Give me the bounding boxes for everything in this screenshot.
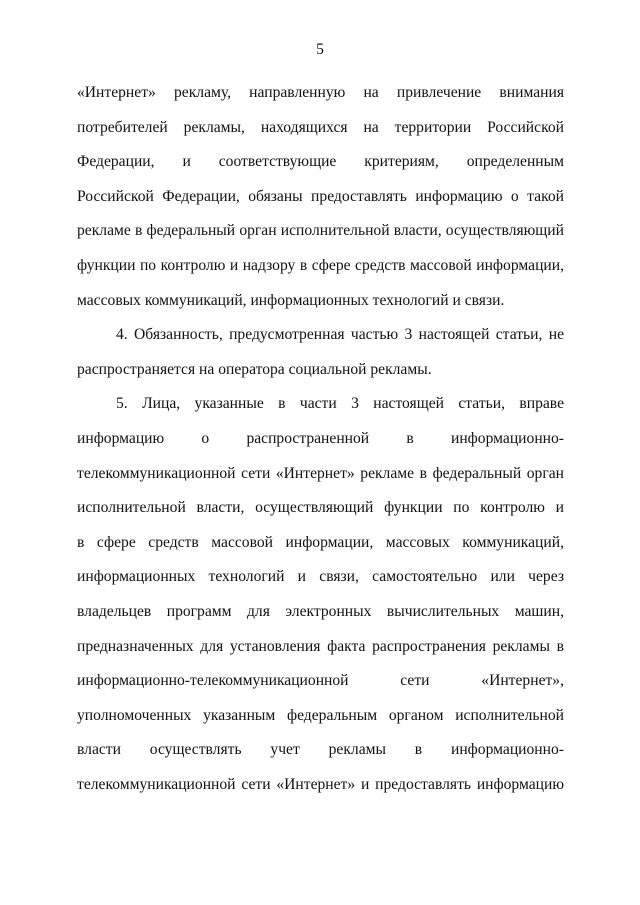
text-line: рекламе в федеральный орган исполнительной власти, осуществляющий <box>77 222 564 240</box>
page-number: 5 <box>316 41 324 58</box>
paragraph-5 <box>77 387 564 802</box>
text-line: функции по контролю и надзору в сфере средств массовой информации, <box>77 256 564 274</box>
text-line: Федерации, и соответствующие критериям, определенным <box>77 153 564 171</box>
text-line: информационно-телекоммуникационной сети «Интернет», <box>77 672 564 690</box>
text-line: в сфере средств массовой информации, массовых коммуникаций, <box>77 533 564 551</box>
text-line: потребителей рекламы, находящихся на территории Российской <box>77 118 564 136</box>
text-line: Российской Федерации, обязаны предоставлять информацию о такой <box>77 187 564 205</box>
text-line: массовых коммуникаций, информационных технологий и связи. <box>77 291 505 309</box>
document-body <box>77 76 564 802</box>
text-line: уполномоченных указанным федеральным органом исполнительной <box>77 706 564 724</box>
text-line: 5. Лица, указанные в части 3 настоящей статьи, вправе <box>116 395 564 413</box>
text-line: предназначенных для установления факта распространения рекламы в <box>77 637 564 655</box>
text-line: «Интернет» рекламу, направленную на привлечение внимания <box>77 84 564 101</box>
text-line: информационных технологий и связи, самостоятельно или через <box>77 568 564 586</box>
text-line: 4. Обязанность, предусмотренная частью 3 настоящей статьи, не <box>116 326 564 344</box>
text-line: телекоммуникационной сети «Интернет» и предоставлять информацию <box>77 775 564 793</box>
paragraph-continued <box>77 76 564 318</box>
text-line: телекоммуникационной сети «Интернет» рекламе в федеральный орган <box>77 464 564 482</box>
text-line: распространяется на оператора социальной рекламы. <box>77 360 432 378</box>
text-line: владельцев программ для электронных вычислительных машин, <box>77 602 564 620</box>
text-line: информацию о распространенной в информационно- <box>77 429 564 447</box>
text-line: исполнительной власти, осуществляющий функции по контролю и <box>77 499 564 517</box>
paragraph-4 <box>77 318 564 387</box>
text-line: власти осуществлять учет рекламы в информационно- <box>77 741 564 759</box>
